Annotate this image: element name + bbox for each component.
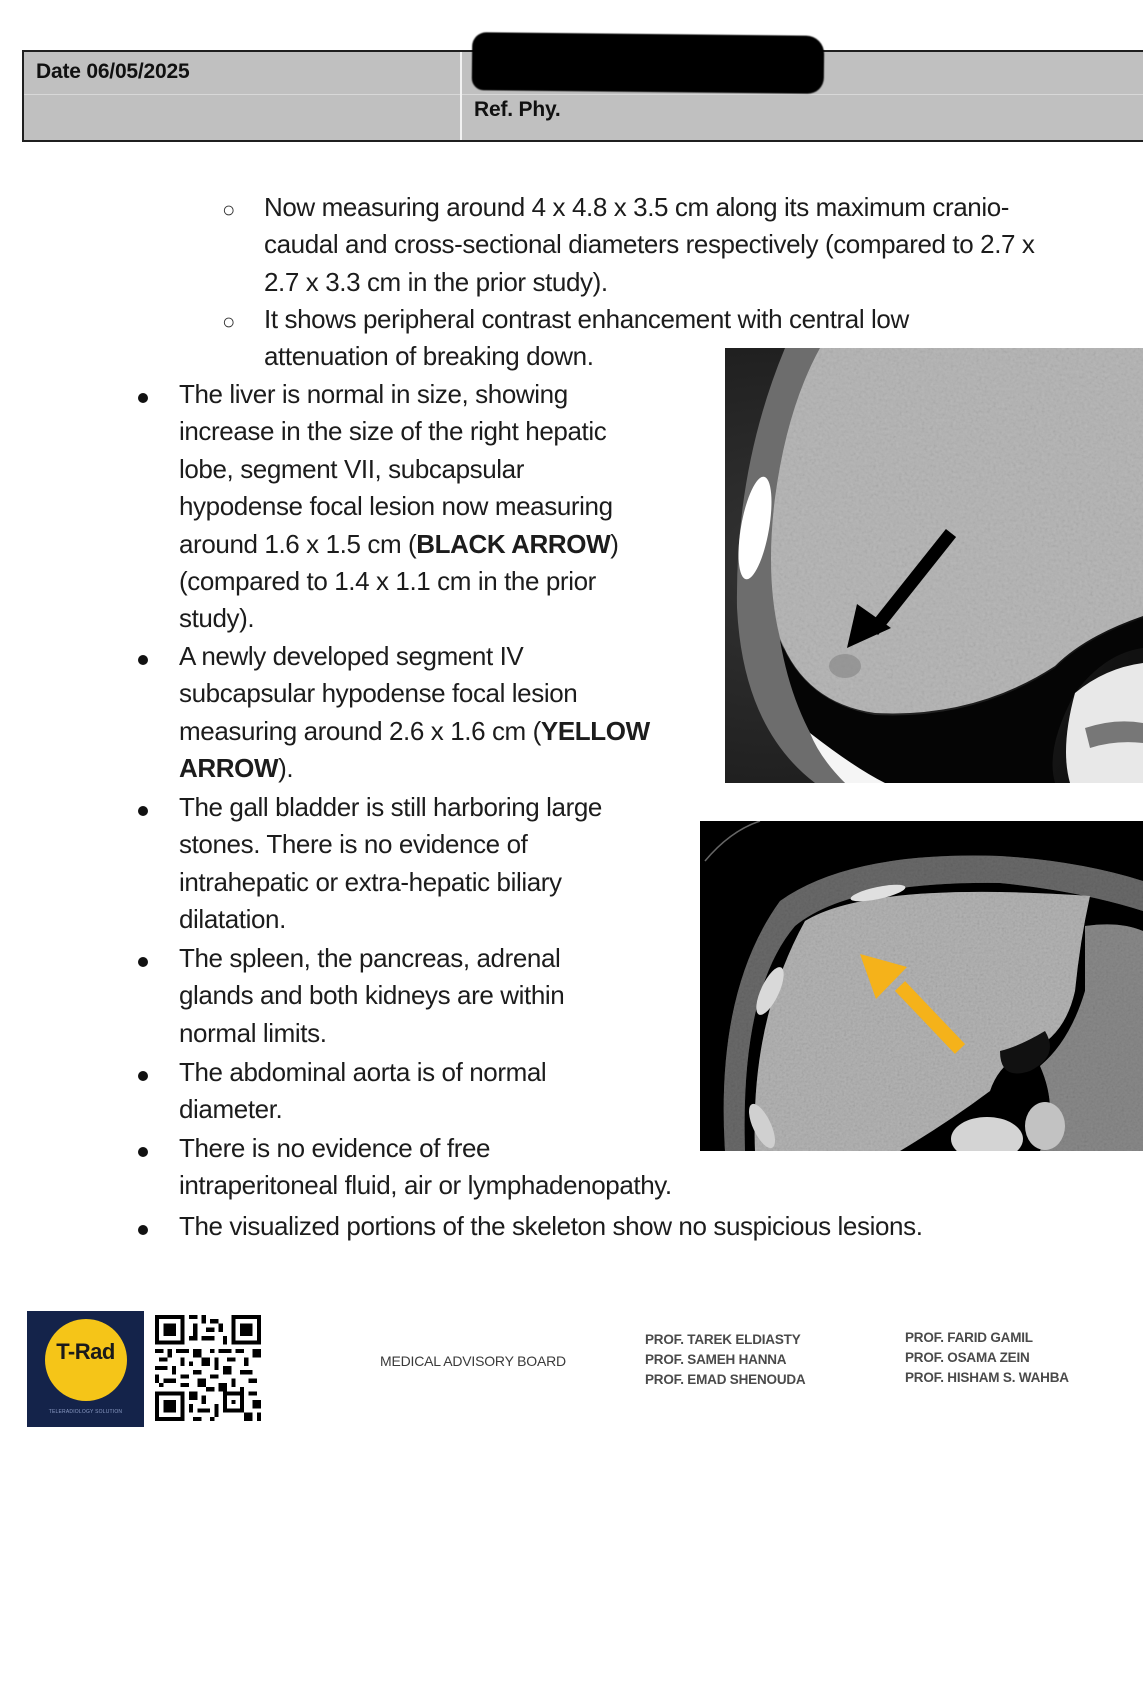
black-arrow-reference: BLACK ARROW (416, 528, 611, 559)
text-line: measuring around 2.6 x 1.6 cm (YELLOW (179, 715, 650, 746)
text-line: (compared to 1.4 x 1.1 cm in the prior (179, 566, 596, 597)
text-line: The gall bladder is still harboring large (179, 792, 602, 822)
advisory-board-column-2 (905, 1328, 1069, 1388)
finding-gall-bladder (179, 789, 602, 939)
text-line: diameter. (179, 1094, 283, 1125)
text-line: attenuation of breaking down. (264, 341, 594, 372)
text-line: intraperitoneal fluid, air or lymphadenopathy. (179, 1170, 672, 1201)
report-date: Date 06/05/2025 (36, 60, 190, 83)
referring-physician-label: Ref. Phy. (474, 98, 561, 121)
bullet-icon (138, 655, 148, 665)
text-line: increase in the size of the right hepatic (179, 416, 607, 447)
text-line: The liver is normal in size, showing (179, 379, 568, 409)
text-line: caudal and cross-sectional diameters respectively (compared to 2.7 x (264, 229, 1035, 260)
text-line: 2.7 x 3.3 cm in the prior study). (264, 266, 608, 297)
logo-subtitle: TELERADIOLOGY SOLUTION (48, 1409, 123, 1415)
sub-item-measurement (264, 189, 1124, 301)
finding-spleen-pancreas-kidneys (179, 940, 564, 1052)
text-line: lobe, segment VII, subcapsular (179, 453, 524, 484)
text-line: The spleen, the pancreas, adrenal (179, 943, 561, 973)
board-member: PROF. OSAMA ZEIN (905, 1350, 1030, 1365)
column-divider (460, 52, 462, 140)
board-member: PROF. TAREK ELDIASTY (645, 1332, 801, 1347)
ct-scan-graphic (725, 348, 1143, 783)
text-line: around 1.6 x 1.5 cm (BLACK ARROW) (179, 528, 619, 559)
bullet-icon (138, 393, 148, 403)
ct-image-segment-iv (700, 821, 1143, 1151)
finding-skeleton (179, 1208, 923, 1245)
qr-code-icon (155, 1313, 261, 1423)
logo-text: T-Rad (56, 1339, 115, 1364)
text-line: Now measuring around 4 x 4.8 x 3.5 cm along its maximum cranio- (264, 192, 1010, 222)
text-line: glands and both kidneys are within (179, 980, 565, 1011)
board-member: PROF. EMAD SHENOUDA (645, 1372, 806, 1387)
bullet-icon (138, 957, 148, 967)
text-line: ARROW). (179, 753, 294, 784)
text-line: normal limits. (179, 1017, 327, 1048)
row-divider (24, 94, 1143, 95)
aorta (1025, 1102, 1065, 1150)
text-line: The abdominal aorta is of normal (179, 1057, 547, 1087)
text-line: dilatation. (179, 904, 286, 935)
bullet-icon (138, 1071, 148, 1081)
finding-liver (179, 376, 619, 638)
text-line: study). (179, 603, 255, 634)
hollow-bullet-icon: ○ (222, 197, 235, 222)
board-member: PROF. FARID GAMIL (905, 1330, 1033, 1345)
finding-segment-iv (179, 638, 650, 788)
ct-scan-graphic (700, 821, 1143, 1151)
text-line: subcapsular hypodense focal lesion (179, 678, 578, 709)
yellow-arrow-reference: YELLOW (540, 715, 650, 746)
bullet-icon (138, 1225, 148, 1235)
medical-advisory-board-label: MEDICAL ADVISORY BOARD (380, 1353, 566, 1369)
hollow-bullet-icon: ○ (222, 309, 235, 334)
patient-name-redaction (472, 32, 825, 94)
ct-image-segment-vii (725, 348, 1143, 783)
hypodense-lesion (829, 654, 861, 678)
text-line: intrahepatic or extra-hepatic biliary (179, 866, 562, 897)
board-member: PROF. SAMEH HANNA (645, 1352, 787, 1367)
text-line: hypodense focal lesion now measuring (179, 491, 613, 522)
text-line: It shows peripheral contrast enhancement with central low (264, 304, 909, 334)
finding-aorta (179, 1054, 546, 1129)
text-line: The visualized portions of the skeleton show no suspicious lesions. (179, 1211, 923, 1241)
bullet-icon (138, 806, 148, 816)
text-line: stones. There is no evidence of (179, 829, 528, 860)
text-line: A newly developed segment IV (179, 641, 524, 671)
advisory-board-column-1 (645, 1330, 805, 1390)
text-line: There is no evidence of free (179, 1133, 491, 1163)
board-member: PROF. HISHAM S. WAHBA (905, 1370, 1069, 1385)
bullet-icon (138, 1147, 148, 1157)
finding-free-fluid (179, 1130, 672, 1205)
t-rad-logo (27, 1311, 144, 1427)
